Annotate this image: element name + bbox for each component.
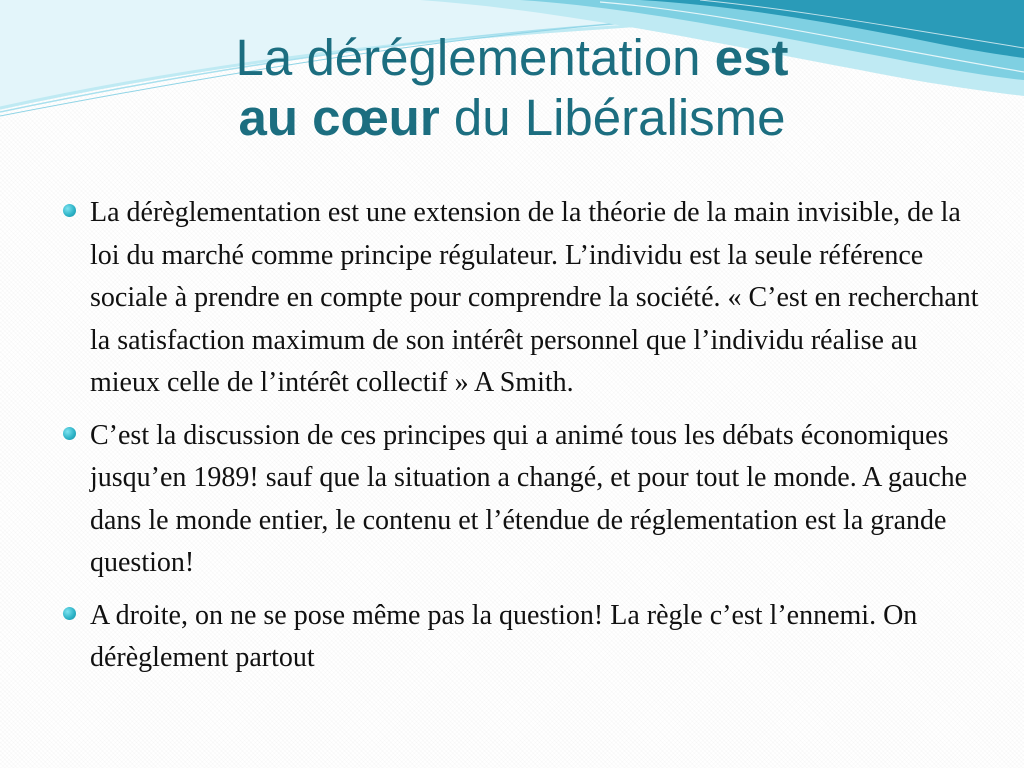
bullet-item	[60, 192, 980, 405]
title-line-2-normal: du Libéralisme	[439, 89, 786, 146]
bullet-list	[60, 192, 980, 690]
title-line-1-emphasis: est	[714, 29, 789, 86]
bullet-item	[60, 415, 980, 585]
bullet-dot-icon	[63, 427, 76, 440]
bullet-dot-icon	[63, 204, 76, 217]
bullet-text: C’est la discussion de ces principes qui a animé tous les débats économiques jusqu’en 1989! sauf que la situation a changé, et pour tout le monde. A gauche dans le monde entier, le contenu et l’étendue de réglementation est la grande question!	[90, 419, 968, 578]
title-line-1-normal: La déréglementation	[235, 29, 715, 86]
title-line-1	[0, 28, 1024, 88]
slide-title	[0, 28, 1024, 148]
title-line-2-emphasis: au cœur	[238, 89, 440, 146]
bullet-text: A droite, on ne se pose même pas la question! La règle c’est l’ennemi. On dérèglement partout	[90, 599, 918, 673]
bullet-item	[60, 595, 980, 680]
title-line-2	[0, 88, 1024, 148]
bullet-dot-icon	[63, 607, 76, 620]
bullet-text: La dérèglementation est une extension de la théorie de la main invisible, de la loi du marché comme principe régulateur. L’individu est la seule référence sociale à prendre en compte pour comprendre la société. « C’est en recherchant la satisfaction maximum de son intérêt personnel que l’individu réalise au mieux celle de l’intérêt collectif » A Smith.	[90, 197, 979, 398]
